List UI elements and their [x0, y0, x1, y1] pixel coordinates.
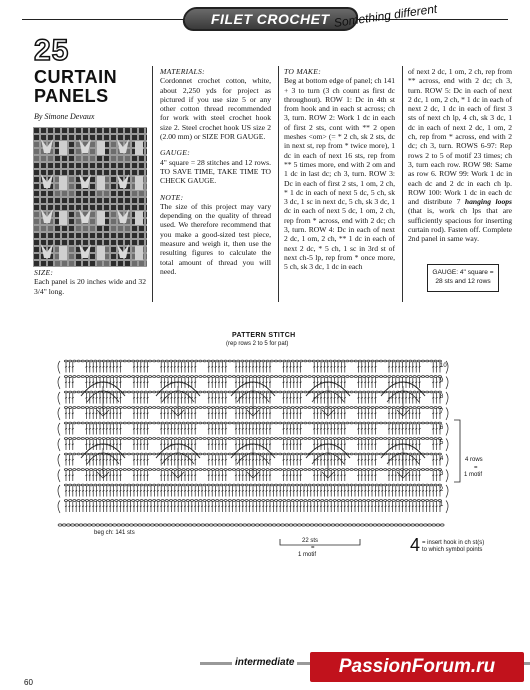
size-heading: SIZE: — [34, 268, 54, 277]
page-number: 60 — [24, 678, 33, 687]
row-number: 10 — [440, 362, 447, 369]
pattern-title: CURTAIN PANELS — [34, 67, 118, 106]
row-number: 9 — [440, 378, 444, 384]
sts-equals: = — [311, 545, 315, 551]
row-number: 1 — [440, 502, 444, 508]
row-number: 4 — [440, 455, 444, 462]
size-section — [34, 268, 146, 296]
curtain-photo — [33, 127, 147, 267]
sts-label: 22 sts — [302, 538, 319, 544]
gauge-box-line1: GAUGE: 4" square = — [432, 269, 494, 276]
to-make-heading: TO MAKE: — [284, 67, 322, 76]
size-text: Each panel is 20 inches wide and 32 3/4" long. — [34, 277, 146, 296]
row-number: 8 — [440, 393, 444, 400]
rows-equals: = — [474, 465, 478, 471]
row-number: 3 — [440, 471, 444, 477]
header-subtitle: Something different — [333, 1, 439, 30]
difficulty-logo: intermediate — [232, 657, 297, 668]
column-divider-3 — [402, 66, 403, 302]
instructions-column — [284, 67, 395, 279]
gauge-text: 4" square = 28 stitches and 12 rows. TO SAVE TIME, TAKE TIME TO CHECK GAUGE. — [160, 157, 271, 186]
symbol-note-line2: to which symbol points — [422, 547, 483, 553]
note-text: The size of this project may vary depending on the quality of thread used. We therefore recommend that you make a good-sized test piece, measure and weigh it, then use the resulting figures to calculate the total amount of thread you will need. — [160, 201, 271, 276]
gauge-heading: GAUGE: — [160, 148, 191, 158]
rows-motif-label: 1 motif — [464, 472, 483, 478]
materials-heading: MATERIALS: — [160, 67, 205, 76]
rows-label: 4 rows — [465, 457, 483, 463]
symbol-note-line1: = insert hook in ch st(s) — [422, 540, 485, 546]
pattern-number: 25 — [34, 34, 70, 67]
pattern-byline: By Simone Devaux — [34, 112, 95, 121]
continued-column — [408, 67, 512, 244]
materials-column — [160, 67, 271, 283]
materials-text: Cordonnet crochet cotton, white, about 2,250 yds for project as pictured if you use size 5 or any other cotton thread recommended for work with steel crochet hook size 2. Steel crochet hook US size 2 (2.00 mm) or SIZE FOR GAUGE. — [160, 76, 271, 142]
column-divider-1 — [152, 66, 153, 302]
row-number: 2 — [440, 486, 444, 493]
diagram-title: PATTERN STITCH — [232, 332, 296, 339]
watermark: PassionForum.ru — [310, 652, 524, 682]
sts-motif-label: 1 motif — [298, 552, 317, 558]
row-number: 7 — [440, 409, 444, 415]
row-number: 6 — [440, 424, 444, 431]
hanging-loops-emphasis: hanging loops — [464, 197, 512, 207]
continued-text-after: (that is, work ch lps that are sufficiently spacious for inserting curtain rod). Fasten off. Complete 2nd panel in same way. — [408, 206, 512, 244]
gauge-box — [427, 264, 499, 292]
row-number: 5 — [440, 440, 444, 446]
gauge-box-line2: 28 sts and 12 rows — [435, 278, 491, 285]
note-heading: NOTE: — [160, 192, 184, 202]
column-divider-2 — [278, 66, 279, 302]
beg-ch-label: beg ch: 141 sts — [94, 530, 135, 536]
header-rule-left — [22, 19, 184, 20]
symbol-note-icon: 4 — [410, 535, 421, 555]
continued-text-before: of next 2 dc, 1 om, 2 ch, rep from ** across, end with 2 dc; ch 3, turn. ROW 5: Dc in each of next 2 dc, 1 om, 2 ch, * 1 dc in each of next 2 dc, 1 dc in each of first 3 sts of next ch lp, 4 ch, sk 3 dc, 1 dc in each of next 2 dc, 1 om, 2 ch, rep from * across, end with 2 dc; ch 3, turn. ROWS 6-97: Rep rows 2 to 5 of motif 23 times; ch 3, turn each row. ROW 98: Same as row 6. ROW 99: Work 1 dc in each dc and 2 dc in each ch lp. ROW 100: Work 1 dc in each dc and distribute 7 — [408, 67, 512, 207]
section-title: FILET CROCHET — [211, 11, 330, 27]
diagram-subtitle: (rep rows 2 to 5 for pat) — [226, 341, 289, 347]
to-make-text: Beg at bottom edge of panel; ch 141 + 3 to turn (3 ch count as first dc throughout). ROW 1: Dc in 4th st from hook and in each st across; ch 3, turn. ROW 2: Work 1 dc in each of first 2 sts, cont with ** 2 open meshes <om> (= * 2 ch, sk 2 sts, dc in next st, rep from * twice more), 1 dc in each of next 16 sts, rep from ** 5 times more, end with 2 om and 1 dc in last dc; ch 3, turn. ROW 3: Dc in each of first 2 sts, 1 om, 2 ch, * 1 dc in each of next 5 dc, 5 ch, sk 3 dc, 1 sc in next dc, 5 ch, sk 3 dc, 1 dc in each of next 5 dc, 1 om, 2 ch, rep from * across, end with 2 dc; ch 3, turn. ROW 4: Dc in each of next 2 dc, 1 om, 2 ch, ** 1 dc in each of next 2 dc, * 5 ch, 1 sc in 3rd st of next ch-5 lp, rep from * once more, 5 ch, sk 3 dc, 1 dc in each — [284, 76, 395, 272]
